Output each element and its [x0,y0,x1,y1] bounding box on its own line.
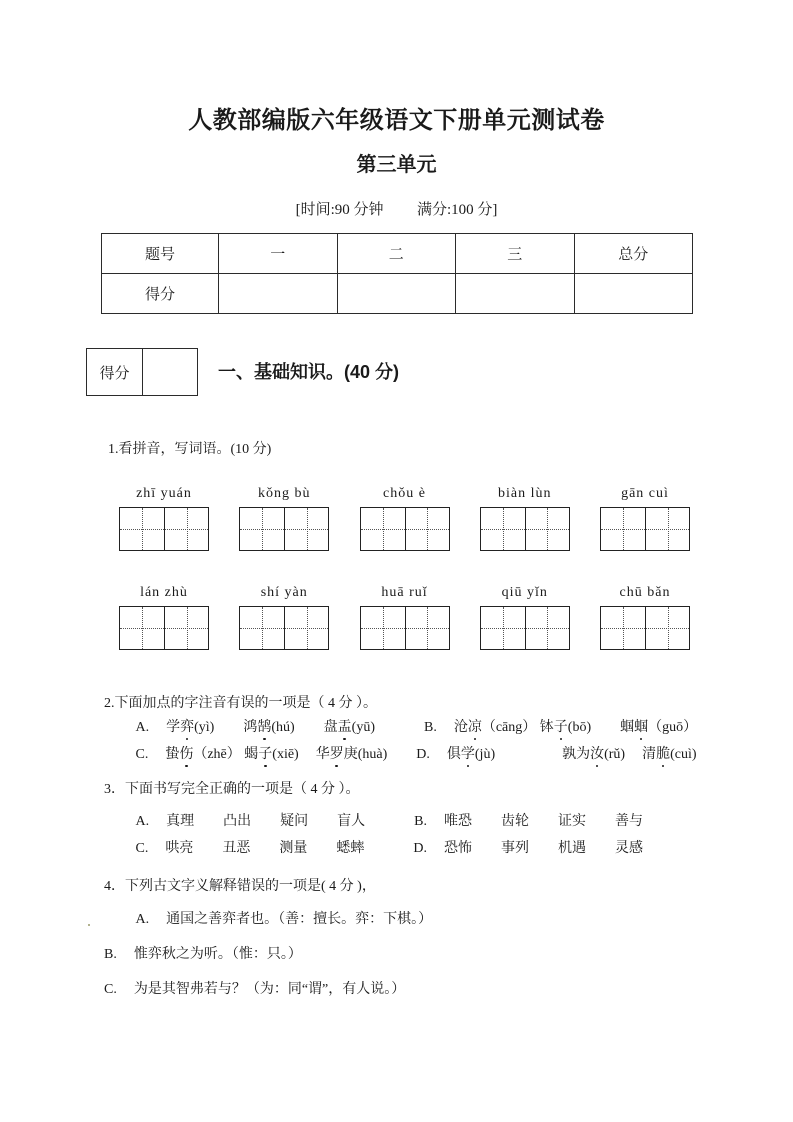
option-label-a[interactable]: A. [135,814,150,829]
option-a-item-2-dotted: 鹄 [257,716,271,736]
option-label-d[interactable]: D. [413,841,427,856]
tianzige-answer-box[interactable] [239,606,329,650]
option-label-d[interactable]: D. [416,747,430,762]
tianzige-answer-box[interactable] [360,507,450,551]
tianzige-answer-box[interactable] [600,606,690,650]
option-d-word-2: 事列 [500,841,529,856]
option-d-item-3-pre: 清 [642,747,657,762]
score-table-row-label: 得分 [102,274,219,314]
tianzige-answer-box[interactable] [239,507,329,551]
pinyin-label: kǒng bù [258,486,311,501]
pinyin-item [232,486,336,551]
tianzige-answer-box[interactable] [480,507,570,551]
pinyin-label: chū bǎn [619,585,671,600]
pinyin-row-1 [112,486,697,551]
option-c-item-3-dotted: 罗 [330,743,344,763]
section-one-title: 一、基础知识。(40 分) [218,362,400,382]
pinyin-label: biàn lùn [498,486,552,501]
option-c-word-1: 哄亮 [165,841,194,856]
option-b-word-3: 证实 [557,814,586,829]
pinyin-item [353,585,457,650]
option-c-item-1-pre: 蛰 [165,747,180,762]
option-row [104,716,697,736]
pinyin-item [593,585,697,650]
question-3-options [104,810,643,864]
option-c-word-4: 蟋蟀 [336,841,365,856]
option-d-item-1-post: (jù) [474,747,496,762]
option-b-item-2-pre: 钵 [539,720,554,735]
option-a-item-3-post: (yū) [351,720,375,735]
option-b-item-1-pre: 沧 [453,720,468,735]
score-table-col-2: 二 [337,234,456,274]
option-a-word-2: 凸出 [223,814,252,829]
tianzige-answer-box[interactable] [119,606,209,650]
pinyin-label: qiū yǐn [501,585,548,600]
question-2-stem: 2.下面加点的字注音有误的一项是（ 4 分 ）。 [104,696,377,711]
option-c-item-2-pre: 蝎 [244,747,259,762]
pinyin-label: huā ruǐ [381,585,428,600]
option-d-item-3-dotted: 脆 [656,743,670,763]
option-a-item-2-post: (hú) [271,720,295,735]
option-label-b[interactable]: B. [414,814,427,829]
option-d-word-4: 灵感 [614,841,643,856]
option-label-a[interactable]: A. [135,720,150,735]
option-row [104,943,432,963]
table-row [102,274,693,314]
option-a-item-2-pre: 鸿 [243,720,258,735]
option-c-item-1-post: （zhē） [193,747,241,762]
option-label-a[interactable]: A. [135,912,150,927]
option-a-text: 通国之善弈者也。（善：擅长。弈：下棋。） [166,912,433,927]
option-c-item-1-dotted: 伤 [179,743,193,763]
pinyin-item [112,486,216,551]
question-3-stem: 3．下面书写完全正确的一项是（ 4 分 ）。 [104,782,360,797]
tianzige-answer-box[interactable] [600,507,690,551]
option-label-b[interactable]: B. [424,720,437,735]
pinyin-item [232,585,336,650]
exam-duration: [时间:90 分钟 [295,202,384,218]
option-b-text: 惟弈秋之为听。（惟：只。） [133,947,302,962]
option-d-item-2-dotted: 汝 [590,743,604,763]
score-summary-table [101,233,693,314]
option-d-word-1: 恐怖 [443,841,472,856]
option-a-word-3: 疑问 [280,814,309,829]
option-a-item-1-pre: 学 [166,720,181,735]
option-c-item-3-pre: 华 [315,747,330,762]
pinyin-item [353,486,457,551]
option-b-item-3-post: （guō） [648,720,698,735]
option-row [104,743,697,763]
score-table-col-3: 三 [456,234,575,274]
pinyin-item [593,486,697,551]
option-b-word-4: 善与 [614,814,643,829]
option-c-item-2-dotted: 子 [258,743,272,763]
option-a-item-3-pre: 盘 [323,720,338,735]
pinyin-item [473,486,577,551]
exam-meta [0,198,793,219]
page-subtitle: 第三单元 [356,154,437,176]
page-title: 人教部编版六年级语文下册单元测试卷 [188,108,605,134]
score-table-col-total: 总分 [574,234,693,274]
option-row [104,978,432,998]
score-table-row-label: 题号 [102,234,219,274]
option-a-word-1: 真理 [166,814,195,829]
option-d-item-1-pre: 俱 [446,747,461,762]
question-2-options [104,716,697,770]
pinyin-item [112,585,216,650]
option-b-item-1-dotted: 凉 [468,716,482,736]
option-a-item-1-dotted: 弈 [180,716,194,736]
option-c-item-2-post: (xiē) [272,747,299,762]
tianzige-answer-box[interactable] [480,606,570,650]
section-score-box [86,348,198,396]
option-d-item-2-pre: 孰为 [562,747,591,762]
score-cell-3[interactable] [456,274,575,314]
pinyin-row-2 [112,585,697,650]
section-score-input[interactable] [143,349,197,395]
option-row [104,810,643,830]
question-4-options [104,908,432,1013]
option-d-item-3-post: (cuì) [670,747,697,762]
option-label-c[interactable]: C. [135,841,149,856]
tianzige-answer-box[interactable] [119,507,209,551]
option-a-item-1-post: (yì) [194,720,215,735]
tianzige-answer-box[interactable] [360,606,450,650]
option-b-word-2: 齿轮 [500,814,529,829]
stray-ink-mark [88,924,90,926]
pinyin-item [473,585,577,650]
option-b-item-2-dotted: 子 [554,716,568,736]
option-c-item-3-post: 庚(huà) [343,747,388,762]
pinyin-label: chǒu è [383,486,426,501]
option-d-item-1-dotted: 学 [461,743,475,763]
section-score-label: 得分 [87,349,143,395]
option-label-b[interactable]: B. [104,947,117,962]
option-b-item-3-pre: 蝈 [620,720,635,735]
option-b-item-2-post: (bō) [567,720,592,735]
score-table-col-1: 一 [219,234,338,274]
option-label-c[interactable]: C. [104,982,117,997]
option-row [104,837,643,857]
question-1-stem: 1.看拼音，写词语。(10 分) [108,442,272,457]
option-c-text: 为是其智弗若与？（为：同“谓”，有人说。） [133,982,406,997]
pinyin-label: shí yàn [260,585,308,600]
option-d-word-3: 机遇 [557,841,586,856]
option-b-item-1-post: （cāng） [481,720,537,735]
option-a-item-3-dotted: 盂 [338,716,352,736]
pinyin-label: zhī yuán [136,486,192,501]
exam-total-score: 满分:100 分] [417,202,498,218]
score-cell-1[interactable] [219,274,338,314]
score-cell-total[interactable] [574,274,693,314]
pinyin-label: lán zhù [140,585,188,600]
option-c-word-3: 测量 [279,841,308,856]
pinyin-writing-grids [112,486,697,684]
option-d-item-2-post: (rǔ) [604,747,626,762]
option-a-word-4: 盲人 [337,814,366,829]
option-b-word-1: 唯恐 [443,814,472,829]
pinyin-label: gān cuì [621,486,669,501]
option-c-word-2: 丑恶 [222,841,251,856]
option-row [104,908,432,928]
score-cell-2[interactable] [337,274,456,314]
option-b-item-3-dotted: 蝈 [634,716,648,736]
question-4-stem: 4．下列古文字义解释错误的一项是( 4 分 )， [104,879,376,894]
table-row [102,234,693,274]
option-label-c[interactable]: C. [135,747,149,762]
